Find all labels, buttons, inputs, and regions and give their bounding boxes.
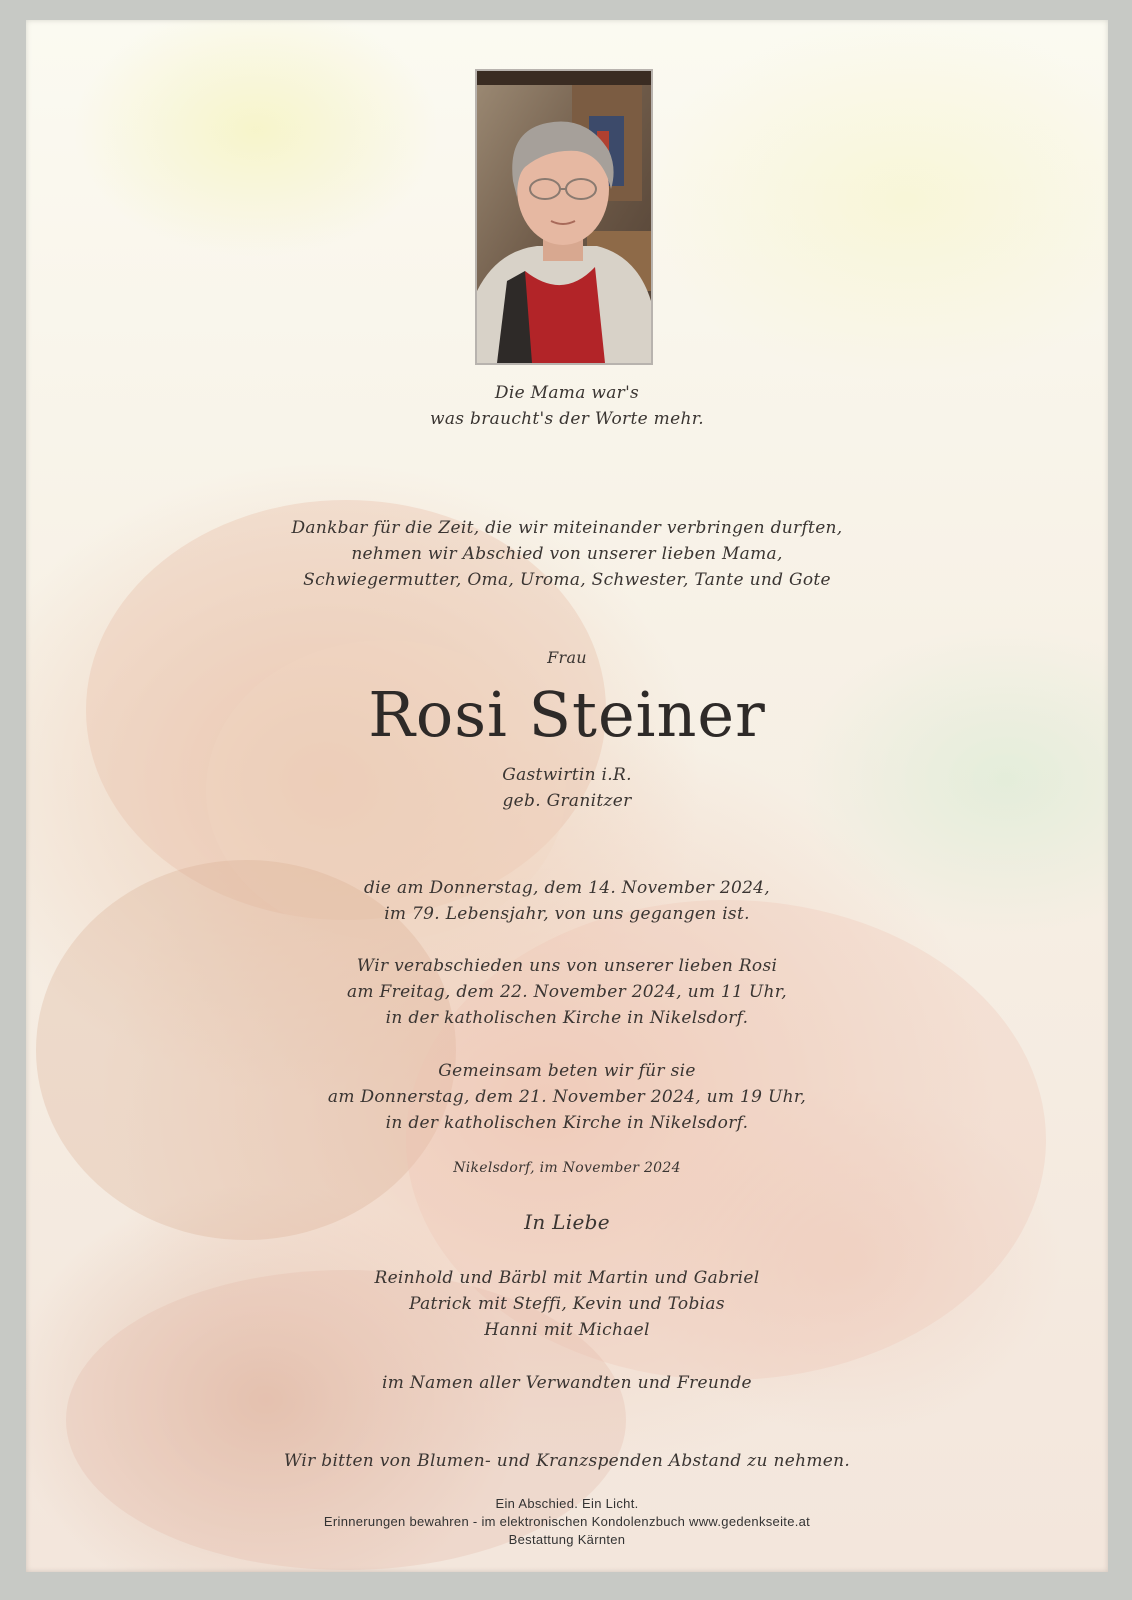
name-subtitle [26, 762, 1108, 814]
death-line: die am Donnerstag, dem 14. November 2024, [363, 878, 770, 898]
occupation: Gastwirtin i.R. [502, 765, 632, 785]
family-line: Reinhold und Bärbl mit Martin und Gabriel [374, 1268, 760, 1288]
motto-line: was braucht's der Worte mehr. [430, 409, 704, 429]
family-list [26, 1265, 1108, 1343]
place-date: Nikelsdorf, im November 2024 [453, 1160, 681, 1176]
prayer-line: in der katholischen Kirche in Nikelsdorf. [385, 1113, 749, 1133]
funeral-line: am Freitag, dem 22. November 2024, um 11 Uhr, [346, 982, 788, 1002]
intro-line: Schwiegermutter, Oma, Uroma, Schwester, Tante und Gote [303, 570, 831, 590]
prayer-line: Gemeinsam beten wir für sie [438, 1061, 696, 1081]
death-notice [26, 875, 1108, 927]
portrait-illustration [477, 71, 651, 363]
funeral-line: Wir verabschieden uns von unserer lieben Rosi [356, 956, 778, 976]
relatives-line: im Namen aller Verwandten und Freunde [382, 1373, 752, 1393]
family-line: Patrick mit Steffi, Kevin und Tobias [409, 1294, 725, 1314]
prayer-info [26, 1058, 1108, 1136]
family-line: Hanni mit Michael [484, 1320, 650, 1340]
footer-line: Erinnerungen bewahren - im elektronischen Kondolenzbuch www.gedenkseite.at [323, 1514, 811, 1529]
flower-request: Wir bitten von Blumen- und Kranzspenden Abstand zu nehmen. [283, 1451, 851, 1471]
prayer-line: am Donnerstag, dem 21. November 2024, um 19 Uhr, [327, 1087, 807, 1107]
intro-line: nehmen wir Abschied von unserer lieben Mama, [351, 544, 783, 564]
obituary-card [26, 20, 1108, 1572]
motto [26, 380, 1108, 432]
closing: In Liebe [524, 1210, 610, 1234]
motto-line: Die Mama war's [494, 383, 640, 403]
funeral-info [26, 953, 1108, 1031]
intro-line: Dankbar für die Zeit, die wir miteinander verbringen durften, [291, 518, 843, 538]
portrait-photo [475, 69, 653, 365]
footer-line: Ein Abschied. Ein Licht. [495, 1496, 639, 1511]
deceased-name: Rosi Steiner [368, 678, 766, 751]
footer [26, 1495, 1108, 1549]
footer-line: Bestattung Kärnten [508, 1532, 626, 1547]
salutation: Frau [547, 648, 587, 667]
funeral-line: in der katholischen Kirche in Nikelsdorf. [385, 1008, 749, 1028]
death-line: im 79. Lebensjahr, von uns gegangen ist. [384, 904, 750, 924]
maiden-name: geb. Granitzer [502, 791, 632, 811]
intro-text [26, 515, 1108, 593]
